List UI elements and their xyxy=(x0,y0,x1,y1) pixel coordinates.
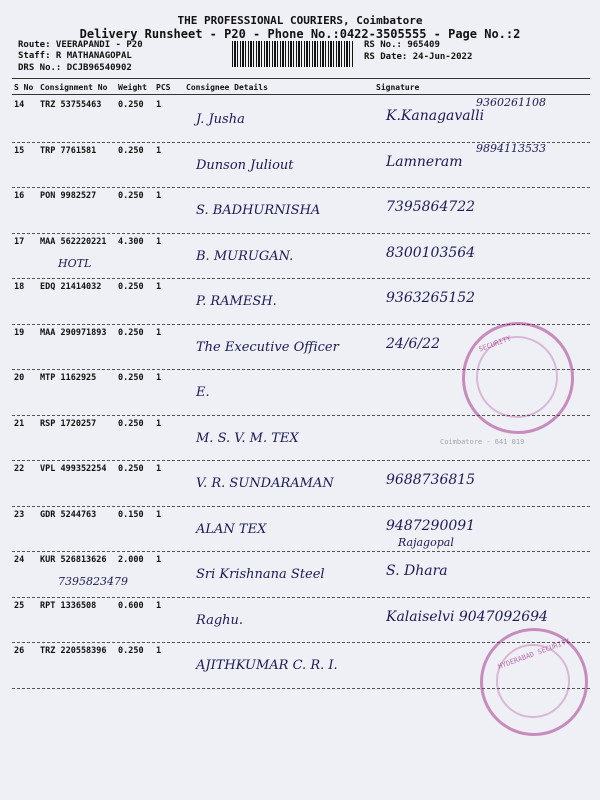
row-extra-handwriting: 7395823479 xyxy=(58,575,128,588)
row-consignee-handwriting: P. RAMESH. xyxy=(196,294,277,309)
row-signature-handwriting: Lamneram xyxy=(386,153,463,170)
row-pcs: 1 xyxy=(156,509,162,520)
row-consignment: MAA 562220221 xyxy=(40,236,107,247)
row-consignment: TRZ 53755463 xyxy=(40,100,102,110)
row-pcs: 1 xyxy=(156,418,162,429)
row-consignment: RSP 1720257 xyxy=(40,418,97,429)
row-divider xyxy=(12,597,590,598)
row-consignment: TRZ 220558396 xyxy=(40,646,107,656)
row-sno: 19 xyxy=(14,327,25,338)
row-consignee-handwriting: Dunson Juliout xyxy=(196,157,294,173)
row-consignment: RPT 1336508 xyxy=(40,600,97,611)
row-consignee-handwriting: E. xyxy=(196,385,210,400)
row-weight: 0.250 xyxy=(118,282,144,292)
row-pcs: 1 xyxy=(156,145,162,156)
row-weight: 0.250 xyxy=(118,464,144,474)
row-sno: 22 xyxy=(14,464,25,474)
row-signature-handwriting: 8300103564 xyxy=(386,244,476,261)
row-weight: 0.250 xyxy=(118,646,144,656)
row-sno: 20 xyxy=(14,373,25,383)
row-weight: 0.250 xyxy=(118,418,144,429)
row-pcs: 1 xyxy=(156,600,162,611)
runsheet-title: Delivery Runsheet - P20 - Phone No.:0422-3505555 - Page No.:2 xyxy=(79,27,521,41)
row-sno: 15 xyxy=(14,145,25,156)
row-weight: 0.250 xyxy=(118,191,144,201)
row-signature-handwriting: 9487290091 xyxy=(386,517,476,534)
row-signature-handwriting: 9363265152 xyxy=(386,290,476,306)
row-pcs: 1 xyxy=(156,555,162,565)
row-consignee-handwriting: Sri Krishnana Steel xyxy=(196,567,325,582)
row-weight: 4.300 xyxy=(118,236,144,247)
staff-label: Staff: R MATHANAGOPAL xyxy=(18,51,132,61)
row-sno: 26 xyxy=(14,646,25,656)
row-weight: 0.250 xyxy=(118,145,144,156)
header-rule-bottom xyxy=(12,94,590,95)
row-divider xyxy=(12,278,590,279)
route-label: Route: VEERAPANDI - P20 xyxy=(18,40,143,50)
row-divider xyxy=(12,460,590,461)
row-weight: 0.600 xyxy=(118,600,144,611)
row-signature-handwriting: 9688736815 xyxy=(386,472,476,488)
row-consignment: MTP 1162925 xyxy=(40,373,97,383)
row-consignment: EDQ 21414032 xyxy=(40,282,102,292)
row-sno: 24 xyxy=(14,555,25,565)
row-signature-handwriting: 7395864722 xyxy=(386,199,476,215)
row-consignment: MAA 290971893 xyxy=(40,327,107,338)
rs-date: RS Date: 24-Jun-2022 xyxy=(364,52,473,62)
row-extra-handwriting: 9360261108 xyxy=(476,96,546,109)
row-consignee-handwriting: S. BADHURNISHA xyxy=(196,203,321,218)
col-consignment: Consignment No xyxy=(40,83,108,92)
row-pcs: 1 xyxy=(156,100,162,110)
row-divider xyxy=(12,551,590,552)
row-weight: 0.250 xyxy=(118,373,144,383)
row-consignee-handwriting: AJITHKUMAR C. R. I. xyxy=(196,658,338,673)
row-divider xyxy=(12,187,590,188)
rs-number: RS No.: 965409 xyxy=(364,40,440,50)
row-weight: 0.250 xyxy=(118,327,144,338)
row-divider xyxy=(12,233,590,234)
row-sno: 17 xyxy=(14,236,25,247)
row-pcs: 1 xyxy=(156,373,162,383)
row-weight: 2.000 xyxy=(118,555,144,565)
row-weight: 0.150 xyxy=(118,509,144,520)
row-consignee-handwriting: ALAN TEX xyxy=(196,521,267,537)
row-sno: 21 xyxy=(14,418,25,429)
stamp-upper-text: SECURITY xyxy=(477,334,513,354)
row-pcs: 1 xyxy=(156,464,162,474)
row-consignment: TRP 7761581 xyxy=(40,145,97,156)
row-extra-handwriting: 9894113533 xyxy=(476,141,546,155)
col-sno: S No xyxy=(14,83,34,92)
row-consignment: GDR 5244763 xyxy=(40,509,97,520)
row-signature-handwriting: Kalaiselvi 9047092694 xyxy=(386,608,548,625)
row-consignee-handwriting: Raghu. xyxy=(196,612,244,628)
row-pcs: 1 xyxy=(156,646,162,656)
row-extra-handwriting: Rajagopal xyxy=(398,535,454,549)
row-sno: 25 xyxy=(14,600,25,611)
row-signature-handwriting: 24/6/22 xyxy=(386,335,440,352)
row-pcs: 1 xyxy=(156,191,162,201)
row-consignee-handwriting: The Executive Officer xyxy=(196,339,339,355)
header-rule-top xyxy=(12,78,590,79)
row-consignee-handwriting: V. R. SUNDARAMAN xyxy=(196,476,334,491)
row-sno: 14 xyxy=(14,100,25,110)
row-consignee-handwriting: B. MURUGAN. xyxy=(196,248,294,264)
row-consignment: PON 9982527 xyxy=(40,191,97,201)
row-consignment: KUR 526813626 xyxy=(40,555,107,565)
row-pcs: 1 xyxy=(156,236,162,247)
col-pcs: PCS xyxy=(156,83,171,92)
row-signature-handwriting: K.Kanagavalli xyxy=(386,108,485,124)
row-sno: 23 xyxy=(14,509,25,520)
row-pcs: 1 xyxy=(156,282,162,292)
row-sno: 16 xyxy=(14,191,25,201)
row-sno: 18 xyxy=(14,282,25,292)
row-signature-handwriting: S. Dhara xyxy=(386,563,448,579)
col-consignee: Consignee Details xyxy=(186,83,268,92)
row-consignee-handwriting: M. S. V. M. TEX xyxy=(196,430,299,446)
stamp-lower-text: HYDERABAD SECURITY xyxy=(496,637,571,671)
row-extra-handwriting: HOTL xyxy=(58,256,92,270)
row-divider xyxy=(12,506,590,507)
col-signature: Signature xyxy=(376,83,420,92)
drs-number: DRS No.: DCJB96540902 xyxy=(18,63,132,73)
company-title: THE PROFESSIONAL COURIERS, Coimbatore xyxy=(177,14,423,27)
barcode xyxy=(232,41,354,67)
row-weight: 0.250 xyxy=(118,100,144,110)
row-consignee-handwriting: J. Jusha xyxy=(196,112,245,127)
col-weight: Weight xyxy=(118,83,147,92)
faint-stamp-text: Coimbatore - 641 019 xyxy=(440,438,525,446)
row-consignment: VPL 499352254 xyxy=(40,464,107,474)
row-pcs: 1 xyxy=(156,327,162,338)
